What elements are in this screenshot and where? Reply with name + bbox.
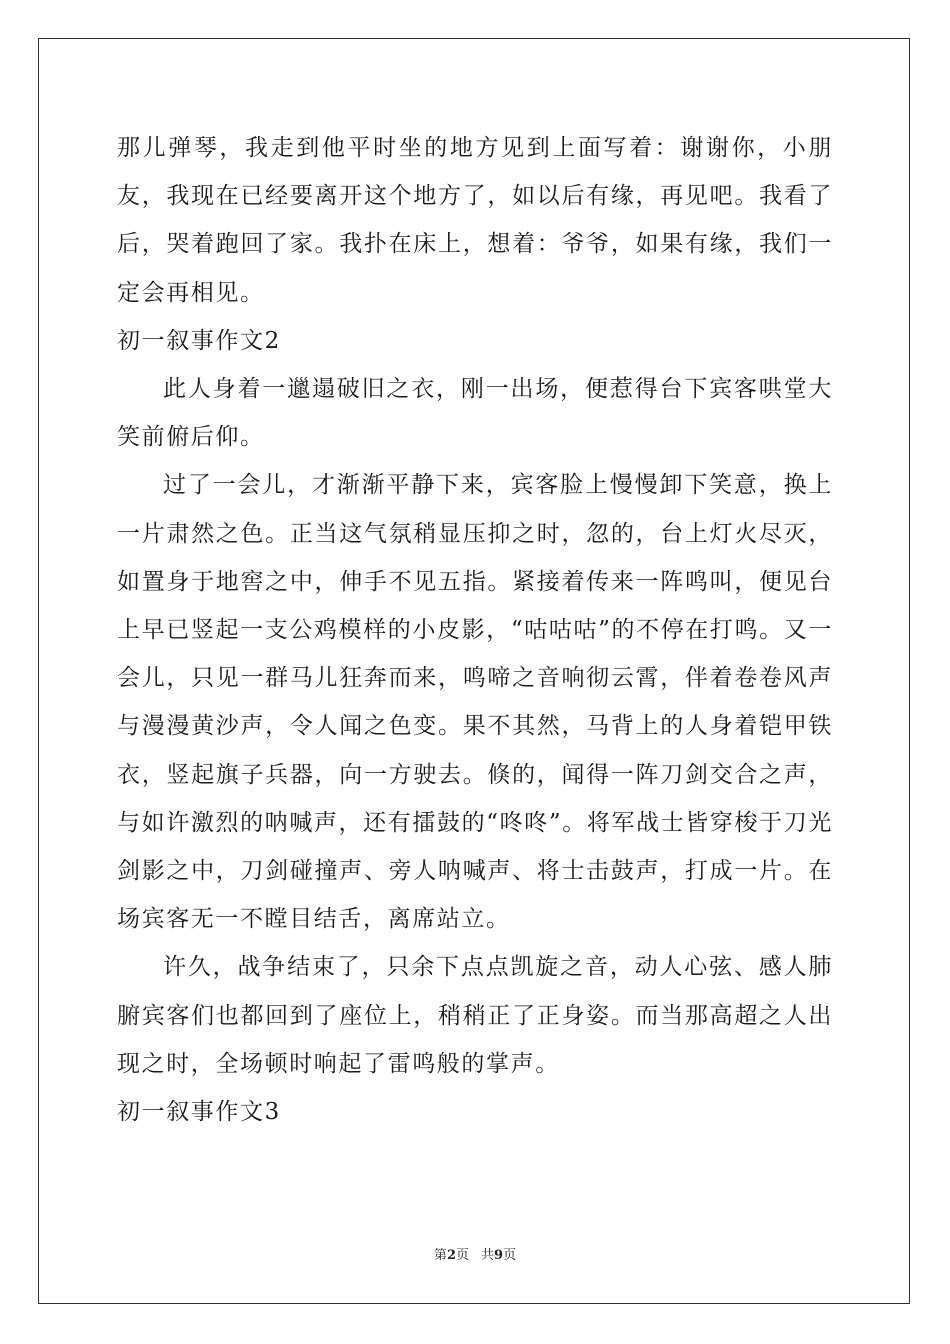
paragraph-2: 此人身着一邋遢破旧之衣，刚一出场，便惹得台下宾客哄堂大笑前俯后仰。 bbox=[117, 376, 833, 451]
paragraph-4: 许久，战争结束了，只余下点点凯旋之音，动人心弦、感人肺腑宾客们也都回到了座位上，稍稍正了正身姿。而当那高超之人出现之时，全场顿时响起了雷鸣般的掌声。 bbox=[117, 954, 833, 1077]
section-heading-3: 初一叙事作文3 bbox=[117, 1099, 281, 1126]
document-body bbox=[117, 124, 833, 1136]
section-heading-2: 初一叙事作文2 bbox=[117, 327, 281, 354]
total-pages: 共9页 bbox=[481, 1248, 517, 1263]
page-footer bbox=[0, 1247, 950, 1265]
paragraph-3: 过了一会儿，才渐渐平静下来，宾客脸上慢慢卸下笑意，换上一片肃然之色。正当这气氛稍显压抑之时，忽的，台上灯火尽灭，如置身于地窖之中，伸手不见五指。紧接着传来一阵鸣叫，便见台上早已竖起一支公鸡模样的小皮影，“咕咕咕”的不停在打鸣。又一会儿，只见一群马儿狂奔而来，鸣啼之音响彻云霄，伴着卷卷风声与漫漫黄沙声，令人闻之色变。果不其然，马背上的人身着铠甲铁衣，竖起旗子兵器，向一方驶去。倏的，闻得一阵刀剑交合之声，与如许激烈的呐喊声，还有擂鼓的“咚咚”。将军战士皆穿梭于刀光剑影之中，刀剑碰撞声、旁人呐喊声、将士击鼓声，打成一片。在场宾客无一不瞠目结舌，离席站立。 bbox=[117, 472, 833, 933]
page-number: 第2页 bbox=[433, 1248, 469, 1263]
paragraph-1: 那儿弹琴，我走到他平时坐的地方见到上面写着：谢谢你，小朋友，我现在已经要离开这个地方了，如以后有缘，再见吧。我看了后，哭着跑回了家。我扑在床上，想着：爷爷，如果有缘，我们一定会再相见。 bbox=[117, 135, 833, 306]
